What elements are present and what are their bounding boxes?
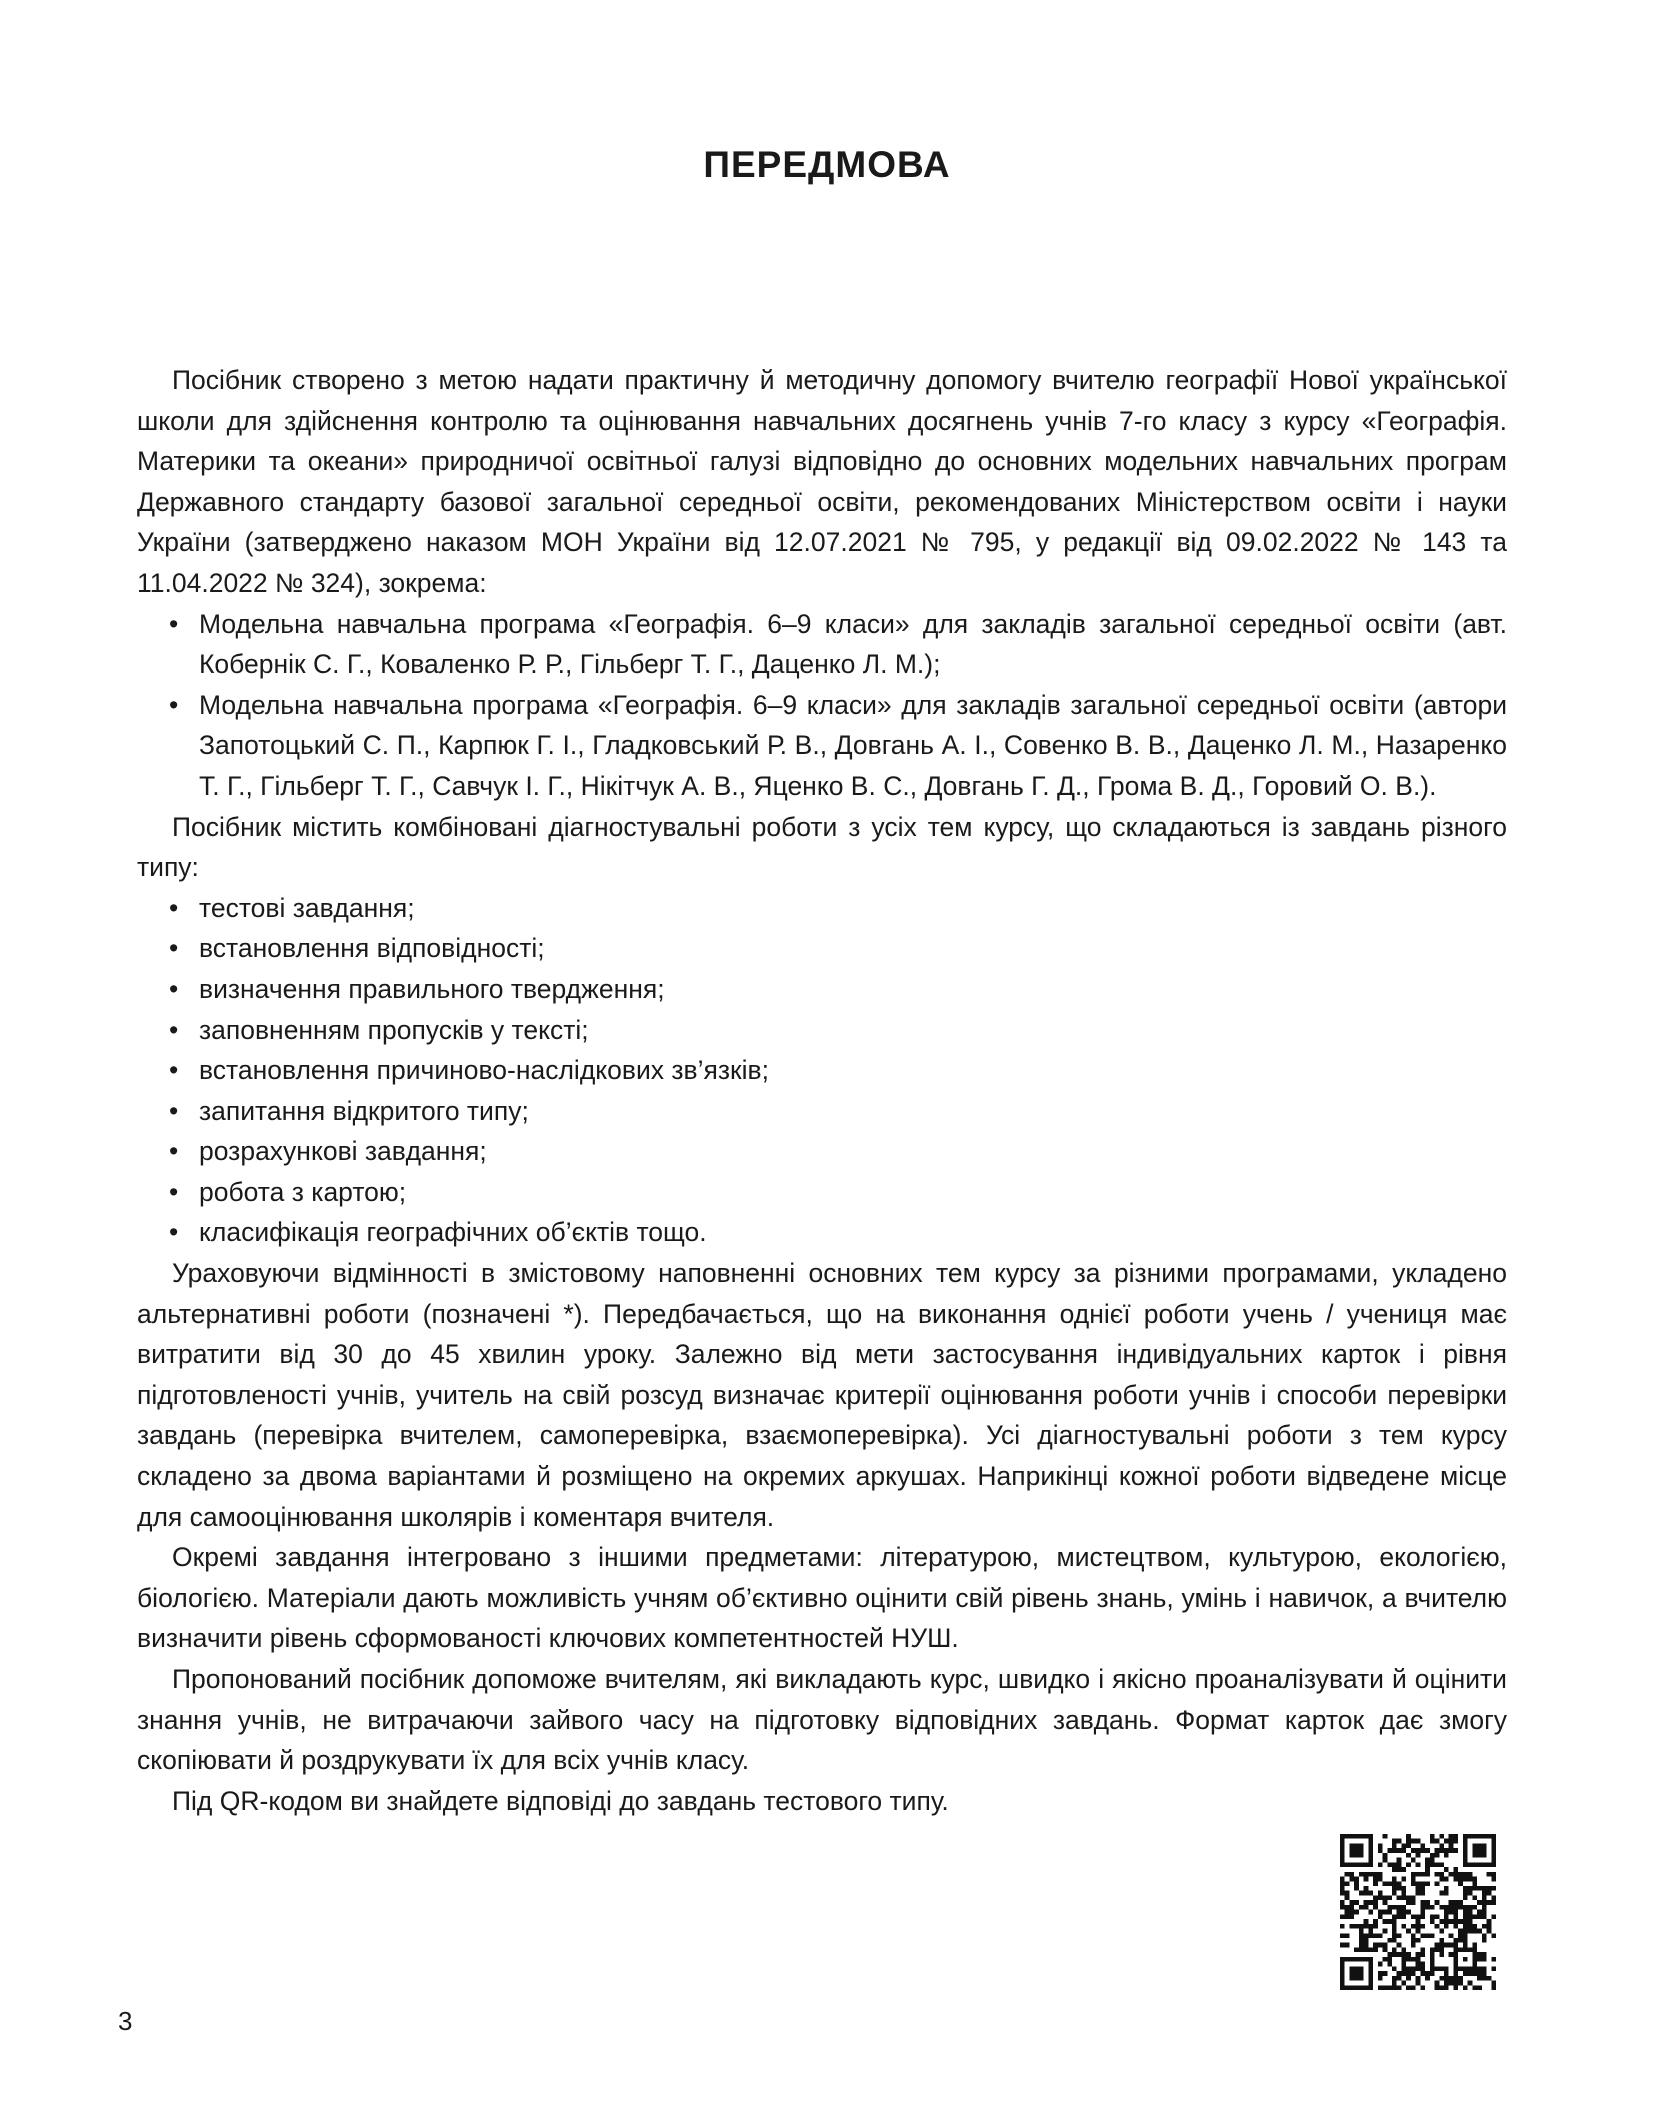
qr-code-icon[interactable] bbox=[1340, 1834, 1496, 1990]
task-types-list bbox=[137, 888, 1507, 1253]
list-item: • встановлення відповідності; bbox=[137, 928, 1507, 969]
list-item: • класифікація географічних об’єктів тощо. bbox=[137, 1212, 1507, 1253]
alternatives-paragraph: Ураховуючи відмінності в змістовому наповненні основних тем курсу за різними програмами, укладено альтернативні роботи (позначені *). Передбачається, що на виконання однієї роботи учень / учениця має витратити від 30 до 45 хвилин уроку. Залежно від мети застосування індивідуальних карток і рівня підготовленості учнів, учитель на свій розсуд визначає критерії оцінювання роботи учнів і способи перевірки завдань (перевірка вчителем, самоперевірка, взаємоперевірка). Усі діагностувальні роботи з тем курсу складено за двома варіантами й розміщено на окремих аркушах. Наприкінці кожної роботи відведене місце для самооцінювання школярів і коментаря вчителя. bbox=[137, 1258, 1507, 1532]
list-item: • Модельна навчальна програма «Географія. 6–9 класи» для закладів загальної середньої освіти (автори Запотоцький С. П., Карпюк Г. І., Гладковський Р. В., Довгань А. І., Совенко В. В., Даценко Л. М., Назаренко Т. Г., Гільберг Т. Г., Савчук І. Г., Нікітчук А. В., Яценко В. С., Довгань Г. Д., Грома В. Д., Горовий О. В.). bbox=[137, 685, 1507, 807]
qr-paragraph: Під QR-кодом ви знайдете відповіді до завдань тестового типу. bbox=[172, 1785, 949, 1816]
list-item: • Модельна навчальна програма «Географія. 6–9 класи» для закладів загальної середньої освіти (авт. Кобернік С. Г., Коваленко Р. Р., Гільберг Т. Г., Даценко Л. М.); bbox=[137, 604, 1507, 685]
page-title: ПЕРЕДМОВА bbox=[703, 144, 951, 185]
list-item: • робота з картою; bbox=[137, 1172, 1507, 1213]
list-item: • визначення правильного твердження; bbox=[137, 969, 1507, 1010]
page-number: 3 bbox=[118, 2006, 133, 2036]
intro-paragraph: Посібник створено з метою надати практичну й методичну допомогу вчителю географії Нової української школи для здійснення контролю та оцінювання навчальних досягнень учнів 7-го класу з курсу «Географія. Материки та океани» природничої освітньої галузі відповідно до основних модельних навчальних програм Державного стандарту базової загальної середньої освіти, рекомендованих Міністерством освіти і науки України (затверджено наказом МОН України від 12.07.2021 № 795, у редакції від 09.02.2022 № 143 та 11.04.2022 № 324), зокрема: bbox=[137, 365, 1507, 598]
list-item: • встановлення причиново-наслідкових зв’язків; bbox=[137, 1050, 1507, 1091]
list-item: • розрахункові завдання; bbox=[137, 1131, 1507, 1172]
programs-list bbox=[137, 604, 1507, 807]
list-item: • запитання відкритого типу; bbox=[137, 1091, 1507, 1132]
tasks-intro-paragraph: Посібник містить комбіновані діагностувальні роботи з усіх тем курсу, що складаються із завдань різного типу: bbox=[137, 811, 1507, 883]
preface-body bbox=[137, 360, 1507, 1821]
benefit-paragraph: Пропонований посібник допоможе вчителям, які викладають курс, швидко і якісно проаналізувати й оцінити знання учнів, не витрачаючи зайвого часу на підготовку відповідних завдань. Формат карток дає змогу скопіювати й роздрукувати їх для всіх учнів класу. bbox=[137, 1664, 1507, 1776]
integration-paragraph: Окремі завдання інтегровано з іншими предметами: літературою, мистецтвом, культурою, екологією, біологією. Матеріали дають можливість учням об’єктивно оцінити свій рівень знань, умінь і навичок, а вчителю визначити рівень сформованості ключових компетентностей НУШ. bbox=[137, 1542, 1507, 1654]
list-item: • тестові завдання; bbox=[137, 888, 1507, 929]
list-item: • заповненням пропусків у тексті; bbox=[137, 1010, 1507, 1051]
